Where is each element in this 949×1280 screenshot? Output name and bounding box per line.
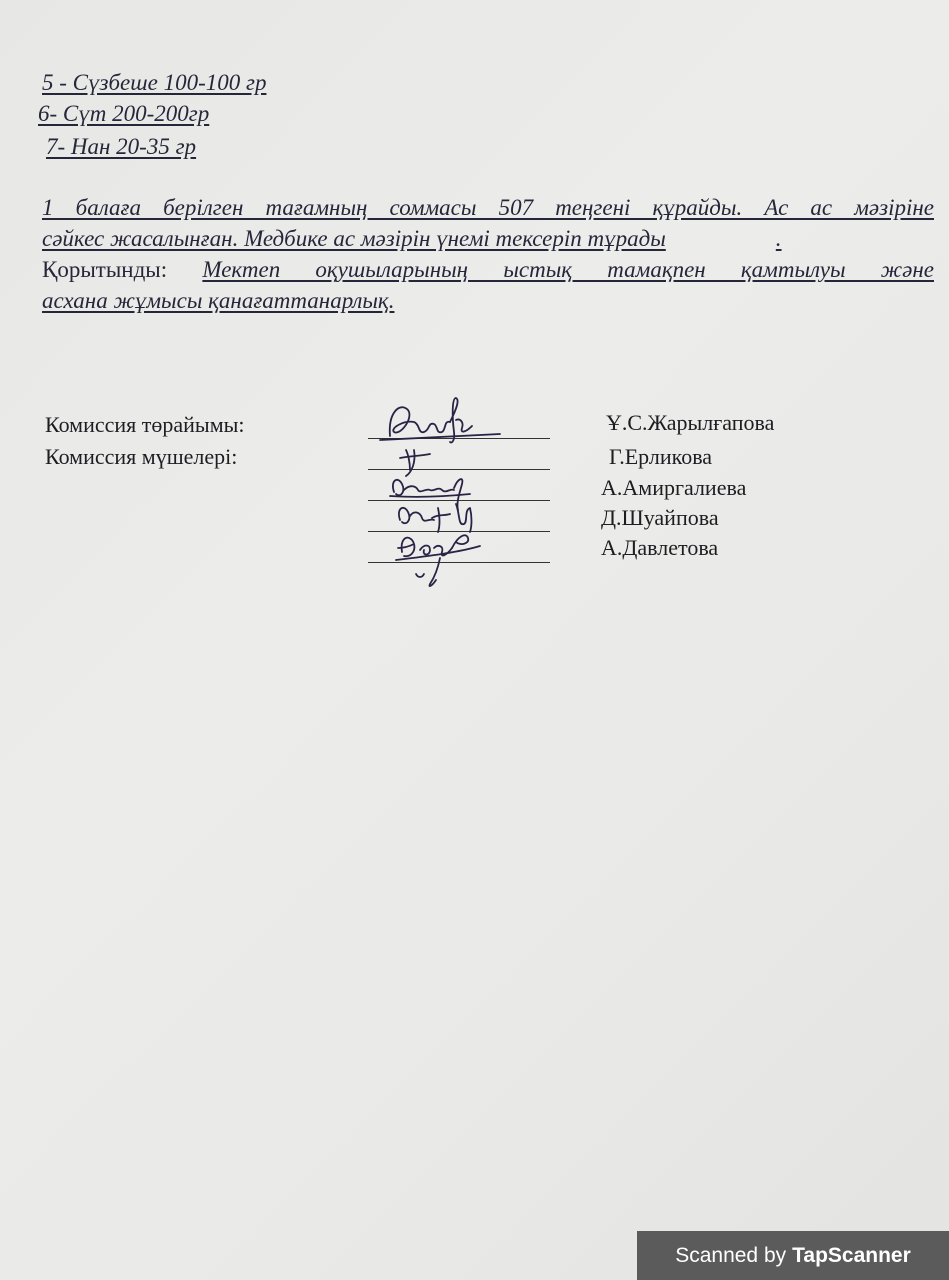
- scanner-watermark: [637, 1231, 949, 1280]
- conclusion-line-2: асхана жұмысы қанағаттанарлық.: [42, 288, 395, 313]
- members-label: Комиссия мүшелері:: [45, 444, 238, 469]
- watermark-brand: TapScanner: [792, 1243, 911, 1267]
- cost-paragraph: [42, 192, 934, 316]
- chair-label: Комиссия төрайымы:: [45, 412, 245, 437]
- conclusion-line-1: [42, 254, 934, 285]
- cost-line-1: 1 балаға берілген тағамның соммасы 507 теңгені құрайды. Ас ас мәзіріне: [42, 195, 934, 220]
- conclusion-label: Қорытынды:: [42, 257, 168, 282]
- member-name-4: А.Давлетова: [601, 535, 719, 560]
- menu-item-6: 6- Сүт 200-200гр: [38, 101, 210, 126]
- member-name-2: А.Амиргалиева: [601, 475, 747, 500]
- menu-item-5: 5 - Сүзбеше 100-100 гр: [42, 70, 267, 95]
- cost-line-2: сәйкес жасалынған. Медбике ас мәзірін үнемі тексеріп тұрады .: [42, 226, 782, 251]
- watermark-prefix: Scanned by: [675, 1243, 787, 1267]
- handwritten-signatures: [360, 392, 560, 592]
- member-name-3: Д.Шуайпова: [601, 505, 719, 530]
- chair-name: Ұ.С.Жарылғапова: [606, 410, 775, 435]
- conclusion-text-1: Мектеп оқушыларының ыстық тамақпен қамтылуы және: [202, 257, 934, 282]
- menu-item-7: 7- Нан 20-35 гр: [46, 134, 197, 159]
- member-name-1: Г.Ерликова: [609, 444, 713, 469]
